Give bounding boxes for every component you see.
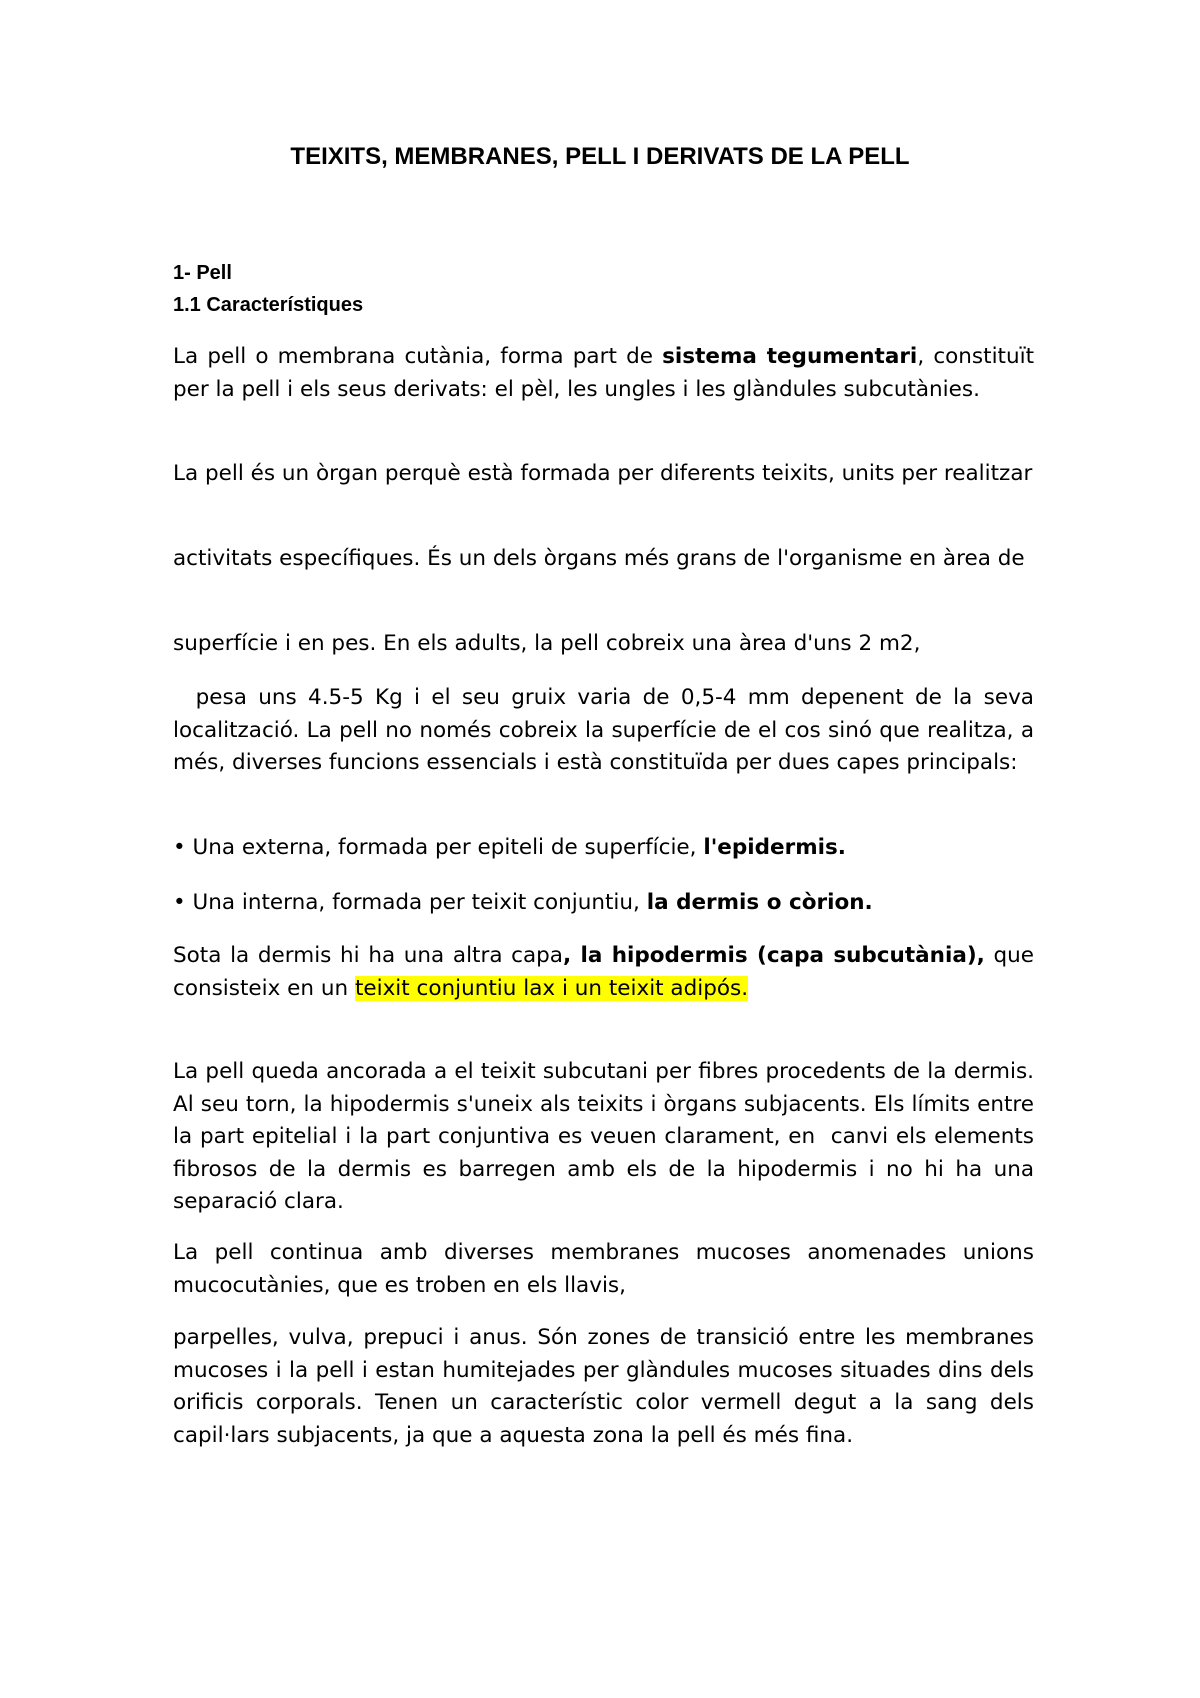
- paragraph-hipodermis: [173, 940, 1034, 1005]
- bold-epidermis: l'epidermis.: [703, 835, 846, 860]
- bold-hipodermis: , la hipodermis (capa subcutània),: [563, 943, 985, 968]
- subsection-heading-caracteristiques: 1.1 Característiques: [173, 294, 364, 316]
- paragraph-activitats: activitats específiques. És un dels òrgans més grans de l'organisme en àrea de: [173, 546, 1025, 571]
- bullet-epidermis-text: • Una externa, formada per epiteli de superfície,: [173, 835, 704, 860]
- paragraph-organ: La pell és un òrgan perquè està formada per diferents teixits, units per realitzar: [173, 461, 1033, 486]
- paragraph-mucoses: La pell continua amb diverses membranes mucoses anomenades unions mucocutànies, que es troben en els llavis,: [173, 1240, 1034, 1298]
- paragraph-parpelles: parpelles, vulva, prepuci i anus. Són zones de transició entre les membranes mucoses i la pell i estan humitejades per glàndules mucoses situades dins dels orificis corporals. Tenen un característic color vermell degut a la sang dels capil·lars subjacents, ja que a aquesta zona la pell és més fina.: [173, 1325, 1034, 1448]
- paragraph-pesa: pesa uns 4.5-5 Kg i el seu gruix varia de 0,5-4 mm depenent de la seva localització. La pell no només cobreix la superfície de el cos sinó que realitza, a més, diverses funcions essencials i està constituïda per dues capes principals:: [173, 685, 1041, 775]
- paragraph-superficie: superfície i en pes. En els adults, la pell cobreix una àrea d'uns 2 m2,: [173, 631, 921, 656]
- bullet-epidermis: [173, 832, 1034, 865]
- section-heading-pell: 1- Pell: [173, 262, 232, 284]
- paragraph-intro-text-1: La pell o membrana cutània, forma part de: [173, 344, 663, 369]
- bullet-dermis: [173, 887, 1034, 920]
- document-title: TEIXITS, MEMBRANES, PELL I DERIVATS DE LA PELL: [290, 143, 910, 170]
- paragraph-ancorada: La pell queda ancorada a el teixit subcutani per fibres procedents de la dermis. Al seu torn, la hipodermis s'uneix als teixits i òrgans subjacents. Els límits entre la part epitelial i la part conjuntiva es veuen clarament, en canvi els elements fibrosos de la dermis es barregen amb els de la hipodermis i no hi ha una separació clara.: [173, 1059, 1041, 1214]
- bold-dermis: la dermis o còrion.: [646, 890, 873, 915]
- bold-sistema-tegumentari: sistema tegumentari: [662, 344, 918, 369]
- bullet-dermis-text: • Una interna, formada per teixit conjuntiu,: [173, 890, 647, 915]
- paragraph-hipodermis-text-1: Sota la dermis hi ha una altra capa: [173, 943, 563, 968]
- highlighted-teixit-adipos: teixit conjuntiu lax i un teixit adipós.: [354, 975, 749, 1001]
- paragraph-hipodermis-text-2: que consisteix en un: [173, 943, 1035, 1001]
- paragraph-intro-text-2: , constituït per la pell i els seus derivats: el pèl, les ungles i les glàndules subcutànies.: [173, 344, 1034, 402]
- paragraph-intro: [173, 341, 1034, 406]
